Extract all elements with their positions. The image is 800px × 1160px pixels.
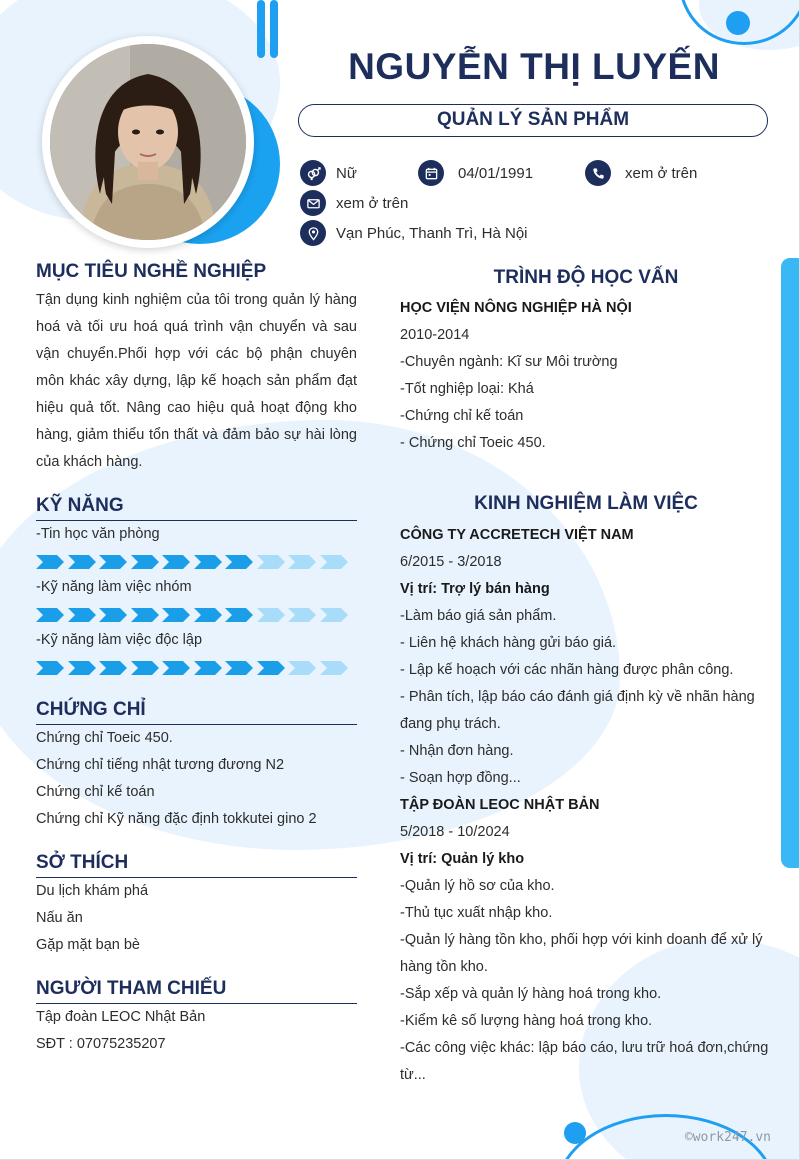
chevron-right-icon <box>68 661 96 675</box>
company-name: CÔNG TY ACCRETECH VIỆT NAM <box>400 527 634 543</box>
list-item: -Sắp xếp và quản lý hàng hoá trong kho. <box>400 986 662 1002</box>
list-item: đang phụ trách. <box>400 716 501 732</box>
profile-photo-illustration <box>50 44 246 240</box>
decorative-dot <box>564 1122 586 1144</box>
chevron-right-icon <box>36 555 64 569</box>
address-value: Vạn Phúc, Thanh Trì, Hà Nội <box>336 224 528 242</box>
list-item: Chứng chỉ tiếng nhật tương đương N2 <box>36 757 285 773</box>
chevron-right-icon <box>225 661 253 675</box>
chevron-right-icon <box>36 608 64 622</box>
decorative-dot <box>726 11 750 35</box>
chevron-right-icon <box>162 661 190 675</box>
list-item: - Liên hệ khách hàng gửi báo giá. <box>400 635 617 651</box>
chevron-right-icon <box>131 555 159 569</box>
education-heading: TRÌNH ĐỘ HỌC VẤN <box>493 267 679 288</box>
calendar-icon <box>418 160 444 186</box>
list-item: - Soạn hợp đồng... <box>400 770 521 786</box>
gender-icon <box>300 160 326 186</box>
profile-photo <box>50 44 246 240</box>
education-period: 2010-2014 <box>400 327 470 343</box>
skill-rating <box>36 608 351 622</box>
skill-rating <box>36 661 351 675</box>
chevron-right-icon <box>194 555 222 569</box>
decorative-bar <box>781 258 799 868</box>
list-item: -Chuyên ngành: Kĩ sư Môi trường <box>400 354 618 370</box>
objective-text: Tận dụng kinh nghiệm của tôi trong quản lý hàng hoá và tối ưu hoá quá trình vận chuyển và sau vận chuyển.Phối hợp với các bộ phận chuyên môn khác xây dựng, lập kế hoạch sản phẩm đạt hiệu quả tốt. Nâng cao hiệu quả hoạt động kho hàng, giảm thiểu tổn thất và đảm bảo sự hài lòng của khách hàng. <box>36 292 357 470</box>
list-item: Tập đoàn LEOC Nhật Bản <box>36 1009 206 1025</box>
chevron-right-icon <box>162 555 190 569</box>
list-item: Du lịch khám phá <box>36 883 149 899</box>
watermark: ©work247.vn <box>684 1130 771 1145</box>
list-item: -Kiểm kê số lượng hàng hoá trong kho. <box>400 1013 653 1029</box>
skill-rating <box>36 555 351 569</box>
certificates-list <box>36 725 317 833</box>
job-period: 6/2015 - 3/2018 <box>400 554 502 570</box>
list-item: - Nhận đơn hàng. <box>400 743 514 759</box>
chevron-right-icon <box>99 555 127 569</box>
certificates-heading: CHỨNG CHỈ <box>36 699 357 725</box>
phone-value: xem ở trên <box>625 164 698 182</box>
birthday-value: 04/01/1991 <box>458 164 534 182</box>
job-title: QUẢN LÝ SẢN PHẨM <box>298 104 768 137</box>
list-item: -Tốt nghiệp loại: Khá <box>400 381 534 397</box>
list-item: -Chứng chỉ kế toán <box>400 408 524 424</box>
list-item: Chứng chỉ Kỹ năng đặc định tokkutei gino 2 <box>36 811 317 827</box>
list-item: -Quản lý hồ sơ của kho. <box>400 878 555 894</box>
list-item: hàng tồn kho. <box>400 959 488 975</box>
job-period: 5/2018 - 10/2024 <box>400 824 510 840</box>
contact-birthday <box>418 160 533 186</box>
chevron-right-icon <box>36 661 64 675</box>
experience-details <box>400 522 780 1089</box>
chevron-right-icon <box>131 608 159 622</box>
chevron-right-icon <box>225 608 253 622</box>
chevron-right-icon <box>68 608 96 622</box>
hobbies-list <box>36 878 148 959</box>
hobbies-heading: SỞ THÍCH <box>36 852 357 878</box>
list-item: SĐT : 07075235207 <box>36 1036 166 1052</box>
list-item: - Lập kế hoạch với các nhãn hàng được phân công. <box>400 662 734 678</box>
chevron-right-icon <box>194 661 222 675</box>
chevron-right-icon <box>257 555 285 569</box>
school-name: HỌC VIỆN NÔNG NGHIỆP HÀ NỘI <box>400 300 632 316</box>
chevron-right-icon <box>131 661 159 675</box>
objective-heading: MỤC TIÊU NGHỀ NGHIỆP <box>36 261 267 282</box>
contact-phone <box>585 160 697 186</box>
list-item: từ... <box>400 1067 426 1083</box>
skill-name: -Tin học văn phòng <box>36 526 160 542</box>
gender-value: Nữ <box>336 164 357 182</box>
list-item: -Thủ tục xuất nhập kho. <box>400 905 553 921</box>
location-pin-icon <box>300 220 326 246</box>
contact-gender <box>300 160 357 186</box>
experience-heading: KINH NGHIỆM LÀM VIỆC <box>474 493 698 514</box>
list-item: - Phân tích, lập báo cáo đánh giá định kỳ về nhãn hàng <box>400 689 755 705</box>
chevron-right-icon <box>99 608 127 622</box>
list-item: -Các công việc khác: lập báo cáo, lưu trữ hoá đơn,chứng <box>400 1040 769 1056</box>
chevron-right-icon <box>257 608 285 622</box>
contact-email <box>300 190 408 216</box>
email-value: xem ở trên <box>336 194 409 212</box>
candidate-name: NGUYỄN THỊ LUYẾN <box>348 46 720 87</box>
chevron-right-icon <box>162 608 190 622</box>
avatar <box>42 36 254 248</box>
decorative-bar <box>257 0 265 58</box>
references-heading: NGƯỜI THAM CHIẾU <box>36 978 357 1004</box>
chevron-right-icon <box>320 608 348 622</box>
chevron-right-icon <box>288 555 316 569</box>
chevron-right-icon <box>99 661 127 675</box>
chevron-right-icon <box>194 608 222 622</box>
list-item: -Quản lý hàng tồn kho, phối hợp với kinh doanh để xử lý <box>400 932 763 948</box>
company-name: TẬP ĐOÀN LEOC NHẬT BẢN <box>400 797 600 813</box>
list-item: Chứng chỉ kế toán <box>36 784 155 800</box>
contact-address <box>300 220 528 246</box>
references-list <box>36 1004 205 1058</box>
list-item: Gặp mặt bạn bè <box>36 937 140 953</box>
decorative-bar <box>270 0 278 58</box>
chevron-right-icon <box>320 661 348 675</box>
list-item: -Làm báo giá sản phẩm. <box>400 608 557 624</box>
job-position: Vị trí: Quản lý kho <box>400 851 525 867</box>
skills-heading: KỸ NĂNG <box>36 495 357 521</box>
chevron-right-icon <box>288 661 316 675</box>
chevron-right-icon <box>288 608 316 622</box>
list-item: Nấu ăn <box>36 910 83 926</box>
chevron-right-icon <box>225 555 253 569</box>
education-details <box>400 295 772 457</box>
chevron-right-icon <box>320 555 348 569</box>
skill-name: -Kỹ năng làm việc nhóm <box>36 579 192 595</box>
list-item: - Chứng chỉ Toeic 450. <box>400 435 546 451</box>
job-position: Vị trí: Trợ lý bán hàng <box>400 581 550 597</box>
skill-name: -Kỹ năng làm việc độc lập <box>36 632 203 648</box>
chevron-right-icon <box>257 661 285 675</box>
chevron-right-icon <box>68 555 96 569</box>
phone-icon <box>585 160 611 186</box>
list-item: Chứng chỉ Toeic 450. <box>36 730 173 746</box>
email-icon <box>300 190 326 216</box>
